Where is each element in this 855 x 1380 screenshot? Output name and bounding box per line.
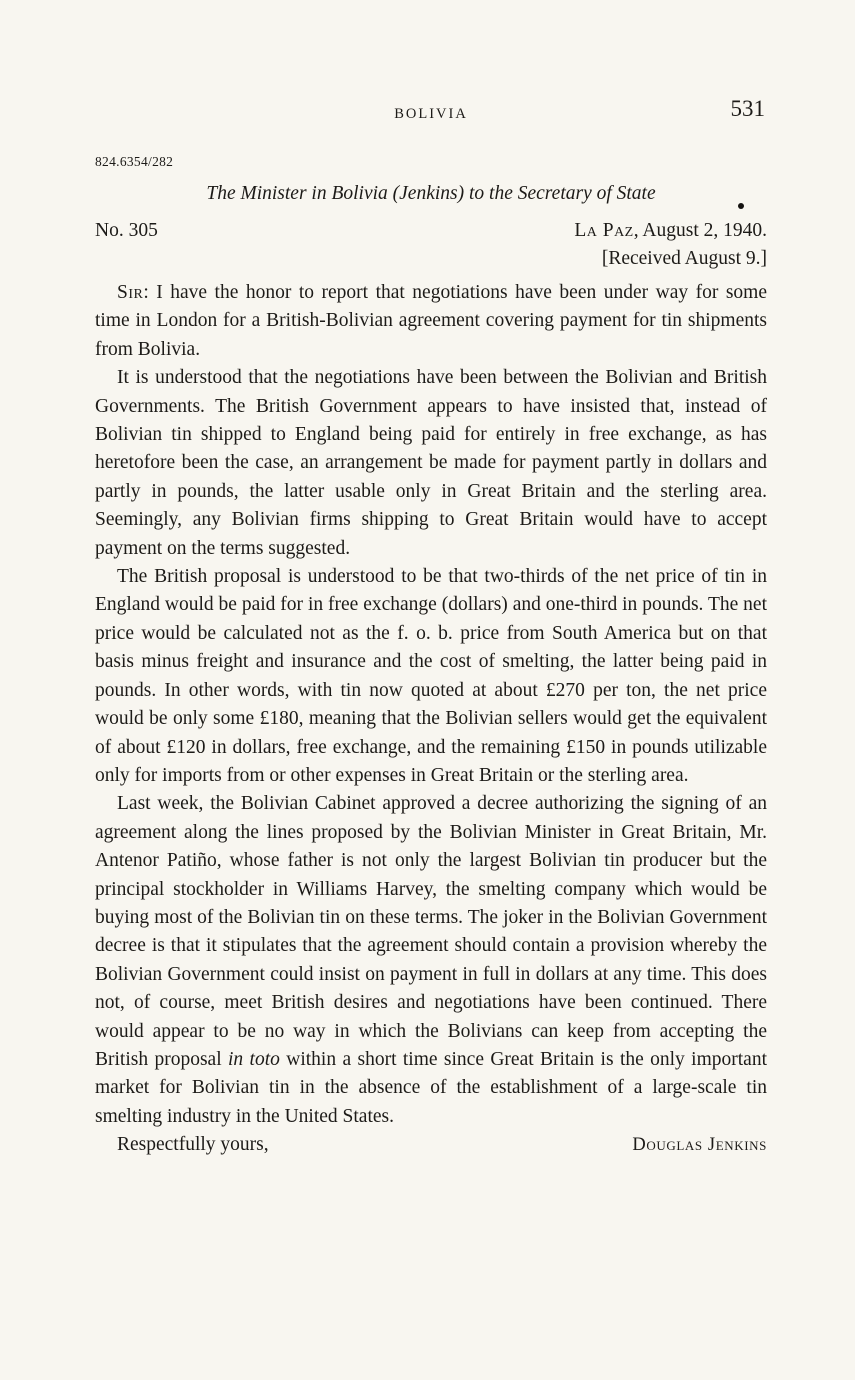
document-title: The Minister in Bolivia (Jenkins) to the Secretary of State bbox=[206, 183, 656, 204]
paragraph-4 bbox=[95, 790, 767, 1131]
latin-phrase: in toto bbox=[228, 1048, 280, 1070]
paragraph-1-text: : I have the honor to report that negotiations have been under way for some time in London for a British-Bolivian agreement covering payment for tin shipments from Bolivia. bbox=[95, 282, 767, 360]
page-number: 531 bbox=[730, 96, 765, 121]
received-note: [Received August 9.] bbox=[601, 248, 767, 269]
salutation: Sir bbox=[117, 282, 144, 303]
dateline-place: La Paz bbox=[574, 220, 634, 241]
complimentary-close: Respectfully yours, bbox=[117, 1134, 269, 1156]
paragraph-4-text-pre: Last week, the Bolivian Cabinet approved a decree authorizing the signing of an agreement along the lines proposed by the Bolivian Minister in Great Britain, Mr. Antenor Patiño, whose father is not only the largest Bolivian tin producer but the principal stockholder in Williams Harvey, the smelting company which would be buying most of the Bolivian tin on these terms. The joker in the Bolivian Government decree is that it stipulates that the agreement should contain a provision whereby the Bolivian Government could insist on payment in full in dollars at any time. This does not, of course, meet British desires and negotiations have been continued. There would appear to be no way in which the Bolivians can keep from accepting the British proposal bbox=[95, 793, 767, 1070]
running-head bbox=[95, 96, 767, 132]
dateline bbox=[574, 217, 767, 245]
file-number: 824.6354/282 bbox=[95, 154, 174, 169]
document-number: No. 305 bbox=[95, 220, 158, 241]
print-artifact-dot bbox=[738, 203, 744, 209]
signature: Douglas Jenkins bbox=[632, 1135, 767, 1156]
document-meta bbox=[95, 217, 767, 273]
section-title: BOLIVIA bbox=[394, 106, 468, 122]
dateline-date: , August 2, 1940. bbox=[633, 220, 767, 241]
paragraph-1 bbox=[95, 279, 767, 364]
document-body bbox=[95, 279, 767, 1160]
paragraph-4-text-post: within a short time since Great Britain is the only important market for Bolivian tin in the absence of the establishment of a large-scale tin smelting industry in the United States. bbox=[95, 1048, 767, 1127]
paragraph-2: It is understood that the negotiations have been between the Bolivian and British Governments. The British Government appears to have insisted that, instead of Bolivian tin shipped to England being paid for entirely in free exchange, as has heretofore been the case, an arrangement be made for payment partly in dollars and partly in pounds, the latter usable only in Great Britain and the sterling area. Seemingly, any Bolivian firms shipping to Great Britain would have to accept payment on the terms suggested. bbox=[95, 367, 767, 559]
page-content bbox=[95, 96, 767, 1160]
paragraph-3: The British proposal is understood to be that two-thirds of the net price of tin in England would be paid for in free exchange (dollars) and one-third in pounds. The net price would be calculated not as the f. o. b. price from South America but on that basis minus freight and insurance and the cost of smelting, the latter being paid in pounds. In other words, with tin now quoted at about £270 per ton, the net price would be only some £180, meaning that the Bolivian sellers would get the equivalent of about £120 in dollars, free exchange, and the remaining £150 in pounds utilizable only for imports from or other expenses in Great Britain or the sterling area. bbox=[95, 566, 767, 786]
dateline-block bbox=[574, 217, 767, 273]
closing-row bbox=[95, 1131, 767, 1159]
